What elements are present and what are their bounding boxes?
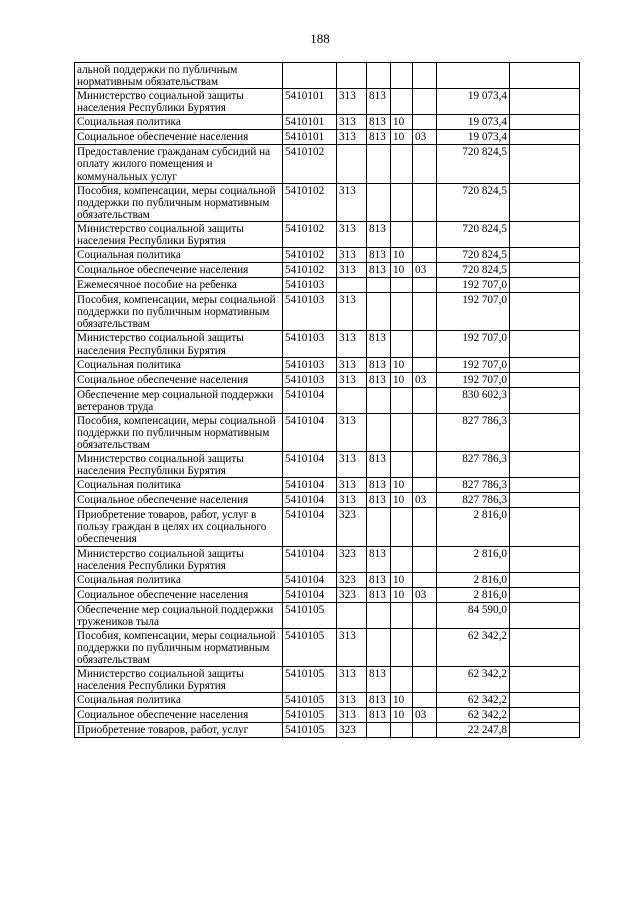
table-row bbox=[75, 145, 580, 183]
target-code-cell: 5410105 bbox=[283, 628, 337, 666]
expense-type-cell: 313 bbox=[337, 667, 367, 693]
expense-type-cell: 313 bbox=[337, 357, 367, 372]
department-cell: 813 bbox=[367, 357, 391, 372]
table-row bbox=[75, 708, 580, 723]
extra-cell bbox=[510, 628, 580, 666]
extra-cell bbox=[510, 387, 580, 413]
item-name-cell: Социальная политика bbox=[75, 115, 283, 130]
expense-type-cell: 313 bbox=[337, 183, 367, 221]
table-row bbox=[75, 587, 580, 602]
item-name-cell: Министерство социальной защиты населения Республики Бурятия bbox=[75, 89, 283, 115]
amount-cell: 2 816,0 bbox=[437, 572, 510, 587]
section-cell: 10 bbox=[391, 493, 413, 508]
department-cell: 813 bbox=[367, 130, 391, 145]
amount-cell: 192 707,0 bbox=[437, 278, 510, 293]
section-cell bbox=[391, 387, 413, 413]
target-code-cell: 5410105 bbox=[283, 667, 337, 693]
table-row bbox=[75, 546, 580, 572]
department-cell: 813 bbox=[367, 667, 391, 693]
section-cell bbox=[391, 183, 413, 221]
subsection-cell bbox=[413, 413, 437, 451]
table-row bbox=[75, 493, 580, 508]
subsection-cell: 03 bbox=[413, 708, 437, 723]
amount-cell: 2 816,0 bbox=[437, 587, 510, 602]
expense-type-cell: 323 bbox=[337, 587, 367, 602]
extra-cell bbox=[510, 708, 580, 723]
extra-cell bbox=[510, 602, 580, 628]
section-cell: 10 bbox=[391, 372, 413, 387]
table-row bbox=[75, 357, 580, 372]
table-row bbox=[75, 183, 580, 221]
target-code-cell: 5410105 bbox=[283, 723, 337, 738]
section-cell: 10 bbox=[391, 357, 413, 372]
department-cell: 813 bbox=[367, 546, 391, 572]
table-row bbox=[75, 723, 580, 738]
item-name-cell: Министерство социальной защиты населения Республики Бурятия bbox=[75, 667, 283, 693]
amount-cell: 62 342,2 bbox=[437, 628, 510, 666]
subsection-cell: 03 bbox=[413, 493, 437, 508]
amount-cell: 2 816,0 bbox=[437, 546, 510, 572]
extra-cell bbox=[510, 278, 580, 293]
extra-cell bbox=[510, 546, 580, 572]
item-name-cell: Социальное обеспечение населения bbox=[75, 263, 283, 278]
subsection-cell: 03 bbox=[413, 372, 437, 387]
target-code-cell: 5410101 bbox=[283, 89, 337, 115]
expense-type-cell: 323 bbox=[337, 508, 367, 546]
item-name-cell: Министерство социальной защиты населения Республики Бурятия bbox=[75, 221, 283, 247]
subsection-cell bbox=[413, 293, 437, 331]
table-row bbox=[75, 331, 580, 357]
target-code-cell: 5410103 bbox=[283, 278, 337, 293]
extra-cell bbox=[510, 331, 580, 357]
amount-cell: 827 786,3 bbox=[437, 413, 510, 451]
department-cell bbox=[367, 602, 391, 628]
table-row bbox=[75, 115, 580, 130]
extra-cell bbox=[510, 63, 580, 89]
item-name-cell: Социальное обеспечение населения bbox=[75, 372, 283, 387]
extra-cell bbox=[510, 493, 580, 508]
expense-type-cell bbox=[337, 145, 367, 183]
table-row bbox=[75, 89, 580, 115]
department-cell: 813 bbox=[367, 221, 391, 247]
table-row bbox=[75, 693, 580, 708]
target-code-cell: 5410105 bbox=[283, 708, 337, 723]
extra-cell bbox=[510, 89, 580, 115]
item-name-cell: Министерство социальной защиты населения Республики Бурятия bbox=[75, 452, 283, 478]
amount-cell: 720 824,5 bbox=[437, 248, 510, 263]
extra-cell bbox=[510, 115, 580, 130]
subsection-cell: 03 bbox=[413, 263, 437, 278]
subsection-cell bbox=[413, 221, 437, 247]
item-name-cell: Обеспечение мер социальной поддержки тружеников тыла bbox=[75, 602, 283, 628]
subsection-cell bbox=[413, 63, 437, 89]
item-name-cell: Социальная политика bbox=[75, 478, 283, 493]
subsection-cell bbox=[413, 546, 437, 572]
extra-cell bbox=[510, 357, 580, 372]
target-code-cell: 5410104 bbox=[283, 387, 337, 413]
target-code-cell bbox=[283, 63, 337, 89]
target-code-cell: 5410101 bbox=[283, 130, 337, 145]
amount-cell: 720 824,5 bbox=[437, 263, 510, 278]
subsection-cell bbox=[413, 602, 437, 628]
subsection-cell bbox=[413, 115, 437, 130]
target-code-cell: 5410104 bbox=[283, 546, 337, 572]
section-cell: 10 bbox=[391, 130, 413, 145]
extra-cell bbox=[510, 413, 580, 451]
section-cell bbox=[391, 546, 413, 572]
amount-cell: 192 707,0 bbox=[437, 372, 510, 387]
extra-cell bbox=[510, 587, 580, 602]
expense-type-cell bbox=[337, 387, 367, 413]
extra-cell bbox=[510, 572, 580, 587]
item-name-cell: Пособия, компенсации, меры социальной поддержки по публичным нормативным обязательствам bbox=[75, 413, 283, 451]
subsection-cell bbox=[413, 452, 437, 478]
extra-cell bbox=[510, 693, 580, 708]
subsection-cell bbox=[413, 145, 437, 183]
expense-type-cell: 313 bbox=[337, 478, 367, 493]
section-cell bbox=[391, 293, 413, 331]
expense-type-cell: 313 bbox=[337, 693, 367, 708]
table-row bbox=[75, 508, 580, 546]
target-code-cell: 5410103 bbox=[283, 331, 337, 357]
amount-cell: 192 707,0 bbox=[437, 357, 510, 372]
target-code-cell: 5410103 bbox=[283, 293, 337, 331]
item-name-cell: Социальная политика bbox=[75, 572, 283, 587]
expense-type-cell: 323 bbox=[337, 546, 367, 572]
item-name-cell: Министерство социальной защиты населения Республики Бурятия bbox=[75, 331, 283, 357]
department-cell bbox=[367, 723, 391, 738]
target-code-cell: 5410104 bbox=[283, 572, 337, 587]
extra-cell bbox=[510, 508, 580, 546]
extra-cell bbox=[510, 145, 580, 183]
target-code-cell: 5410105 bbox=[283, 602, 337, 628]
table-row bbox=[75, 278, 580, 293]
item-name-cell: альной поддержки по публичным нормативным обязательствам bbox=[75, 63, 283, 89]
item-name-cell: Социальное обеспечение населения bbox=[75, 587, 283, 602]
expense-type-cell: 313 bbox=[337, 452, 367, 478]
item-name-cell: Пособия, компенсации, меры социальной поддержки по публичным нормативным обязательствам bbox=[75, 183, 283, 221]
section-cell: 10 bbox=[391, 248, 413, 263]
amount-cell: 720 824,5 bbox=[437, 221, 510, 247]
amount-cell: 827 786,3 bbox=[437, 478, 510, 493]
subsection-cell bbox=[413, 387, 437, 413]
target-code-cell: 5410103 bbox=[283, 357, 337, 372]
expense-type-cell: 313 bbox=[337, 708, 367, 723]
item-name-cell: Социальная политика bbox=[75, 248, 283, 263]
department-cell: 813 bbox=[367, 263, 391, 278]
page-number: 188 bbox=[310, 31, 330, 46]
extra-cell bbox=[510, 372, 580, 387]
department-cell: 813 bbox=[367, 452, 391, 478]
department-cell: 813 bbox=[367, 693, 391, 708]
subsection-cell bbox=[413, 667, 437, 693]
target-code-cell: 5410102 bbox=[283, 248, 337, 263]
department-cell bbox=[367, 387, 391, 413]
target-code-cell: 5410104 bbox=[283, 493, 337, 508]
section-cell bbox=[391, 331, 413, 357]
department-cell bbox=[367, 278, 391, 293]
extra-cell bbox=[510, 248, 580, 263]
amount-cell: 2 816,0 bbox=[437, 508, 510, 546]
amount-cell: 720 824,5 bbox=[437, 145, 510, 183]
subsection-cell bbox=[413, 478, 437, 493]
department-cell: 813 bbox=[367, 89, 391, 115]
department-cell bbox=[367, 508, 391, 546]
section-cell bbox=[391, 63, 413, 89]
table-row bbox=[75, 221, 580, 247]
table-row bbox=[75, 387, 580, 413]
item-name-cell: Приобретение товаров, работ, услуг в пользу граждан в целях их социального обеспечения bbox=[75, 508, 283, 546]
extra-cell bbox=[510, 667, 580, 693]
department-cell: 813 bbox=[367, 708, 391, 723]
table-row bbox=[75, 413, 580, 451]
section-cell: 10 bbox=[391, 708, 413, 723]
expense-type-cell: 313 bbox=[337, 221, 367, 247]
section-cell bbox=[391, 452, 413, 478]
target-code-cell: 5410105 bbox=[283, 693, 337, 708]
amount-cell: 62 342,2 bbox=[437, 693, 510, 708]
extra-cell bbox=[510, 478, 580, 493]
amount-cell bbox=[437, 63, 510, 89]
subsection-cell bbox=[413, 572, 437, 587]
target-code-cell: 5410104 bbox=[283, 587, 337, 602]
expense-type-cell: 313 bbox=[337, 130, 367, 145]
subsection-cell bbox=[413, 723, 437, 738]
department-cell: 813 bbox=[367, 587, 391, 602]
table-row bbox=[75, 452, 580, 478]
section-cell bbox=[391, 221, 413, 247]
amount-cell: 19 073,4 bbox=[437, 89, 510, 115]
target-code-cell: 5410104 bbox=[283, 452, 337, 478]
department-cell bbox=[367, 183, 391, 221]
subsection-cell bbox=[413, 248, 437, 263]
department-cell bbox=[367, 413, 391, 451]
amount-cell: 192 707,0 bbox=[437, 293, 510, 331]
amount-cell: 19 073,4 bbox=[437, 130, 510, 145]
section-cell bbox=[391, 723, 413, 738]
department-cell bbox=[367, 293, 391, 331]
extra-cell bbox=[510, 130, 580, 145]
table-row bbox=[75, 248, 580, 263]
amount-cell: 22 247,8 bbox=[437, 723, 510, 738]
item-name-cell: Социальная политика bbox=[75, 357, 283, 372]
item-name-cell: Министерство социальной защиты населения Республики Бурятия bbox=[75, 546, 283, 572]
expense-type-cell: 313 bbox=[337, 248, 367, 263]
section-cell bbox=[391, 667, 413, 693]
target-code-cell: 5410102 bbox=[283, 183, 337, 221]
department-cell: 813 bbox=[367, 248, 391, 263]
expense-type-cell: 313 bbox=[337, 89, 367, 115]
target-code-cell: 5410102 bbox=[283, 221, 337, 247]
item-name-cell: Обеспечение мер социальной поддержки ветеранов труда bbox=[75, 387, 283, 413]
section-cell bbox=[391, 278, 413, 293]
table-row bbox=[75, 293, 580, 331]
item-name-cell: Ежемесячное пособие на ребенка bbox=[75, 278, 283, 293]
expense-type-cell: 313 bbox=[337, 372, 367, 387]
table-row bbox=[75, 628, 580, 666]
extra-cell bbox=[510, 452, 580, 478]
item-name-cell: Приобретение товаров, работ, услуг bbox=[75, 723, 283, 738]
budget-table bbox=[74, 62, 580, 738]
target-code-cell: 5410104 bbox=[283, 478, 337, 493]
amount-cell: 720 824,5 bbox=[437, 183, 510, 221]
target-code-cell: 5410102 bbox=[283, 145, 337, 183]
section-cell bbox=[391, 413, 413, 451]
table-row bbox=[75, 130, 580, 145]
expense-type-cell bbox=[337, 63, 367, 89]
item-name-cell: Социальная политика bbox=[75, 693, 283, 708]
section-cell bbox=[391, 89, 413, 115]
expense-type-cell: 313 bbox=[337, 493, 367, 508]
expense-type-cell: 313 bbox=[337, 331, 367, 357]
expense-type-cell: 313 bbox=[337, 263, 367, 278]
section-cell bbox=[391, 628, 413, 666]
subsection-cell bbox=[413, 628, 437, 666]
amount-cell: 62 342,2 bbox=[437, 667, 510, 693]
section-cell bbox=[391, 508, 413, 546]
amount-cell: 84 590,0 bbox=[437, 602, 510, 628]
subsection-cell bbox=[413, 693, 437, 708]
section-cell bbox=[391, 602, 413, 628]
target-code-cell: 5410101 bbox=[283, 115, 337, 130]
amount-cell: 62 342,2 bbox=[437, 708, 510, 723]
extra-cell bbox=[510, 263, 580, 278]
department-cell bbox=[367, 628, 391, 666]
extra-cell bbox=[510, 221, 580, 247]
table-row bbox=[75, 263, 580, 278]
table-row bbox=[75, 572, 580, 587]
amount-cell: 830 602,3 bbox=[437, 387, 510, 413]
table-row bbox=[75, 63, 580, 89]
expense-type-cell: 313 bbox=[337, 413, 367, 451]
extra-cell bbox=[510, 723, 580, 738]
department-cell: 813 bbox=[367, 331, 391, 357]
subsection-cell bbox=[413, 357, 437, 372]
item-name-cell: Предоставление гражданам субсидий на оплату жилого помещения и коммунальных услуг bbox=[75, 145, 283, 183]
department-cell: 813 bbox=[367, 478, 391, 493]
table-row bbox=[75, 667, 580, 693]
subsection-cell bbox=[413, 331, 437, 357]
subsection-cell bbox=[413, 89, 437, 115]
section-cell: 10 bbox=[391, 478, 413, 493]
expense-type-cell: 323 bbox=[337, 723, 367, 738]
subsection-cell: 03 bbox=[413, 130, 437, 145]
department-cell bbox=[367, 63, 391, 89]
item-name-cell: Социальное обеспечение населения bbox=[75, 493, 283, 508]
section-cell bbox=[391, 145, 413, 183]
table-row bbox=[75, 372, 580, 387]
table-row bbox=[75, 478, 580, 493]
extra-cell bbox=[510, 183, 580, 221]
section-cell: 10 bbox=[391, 693, 413, 708]
department-cell: 813 bbox=[367, 493, 391, 508]
expense-type-cell: 313 bbox=[337, 115, 367, 130]
expense-type-cell: 313 bbox=[337, 628, 367, 666]
department-cell: 813 bbox=[367, 372, 391, 387]
expense-type-cell: 313 bbox=[337, 293, 367, 331]
expense-type-cell: 323 bbox=[337, 572, 367, 587]
target-code-cell: 5410104 bbox=[283, 508, 337, 546]
subsection-cell bbox=[413, 278, 437, 293]
amount-cell: 192 707,0 bbox=[437, 331, 510, 357]
subsection-cell: 03 bbox=[413, 587, 437, 602]
section-cell: 10 bbox=[391, 587, 413, 602]
section-cell: 10 bbox=[391, 263, 413, 278]
expense-type-cell bbox=[337, 602, 367, 628]
extra-cell bbox=[510, 293, 580, 331]
expense-type-cell bbox=[337, 278, 367, 293]
department-cell: 813 bbox=[367, 115, 391, 130]
subsection-cell bbox=[413, 508, 437, 546]
amount-cell: 19 073,4 bbox=[437, 115, 510, 130]
department-cell bbox=[367, 145, 391, 183]
target-code-cell: 5410103 bbox=[283, 372, 337, 387]
subsection-cell bbox=[413, 183, 437, 221]
table-body bbox=[75, 63, 580, 738]
department-cell: 813 bbox=[367, 572, 391, 587]
section-cell: 10 bbox=[391, 572, 413, 587]
amount-cell: 827 786,3 bbox=[437, 452, 510, 478]
item-name-cell: Социальное обеспечение населения bbox=[75, 130, 283, 145]
target-code-cell: 5410104 bbox=[283, 413, 337, 451]
section-cell: 10 bbox=[391, 115, 413, 130]
item-name-cell: Пособия, компенсации, меры социальной поддержки по публичным нормативным обязательствам bbox=[75, 628, 283, 666]
item-name-cell: Пособия, компенсации, меры социальной поддержки по публичным нормативным обязательствам bbox=[75, 293, 283, 331]
item-name-cell: Социальное обеспечение населения bbox=[75, 708, 283, 723]
target-code-cell: 5410102 bbox=[283, 263, 337, 278]
amount-cell: 827 786,3 bbox=[437, 493, 510, 508]
table-row bbox=[75, 602, 580, 628]
